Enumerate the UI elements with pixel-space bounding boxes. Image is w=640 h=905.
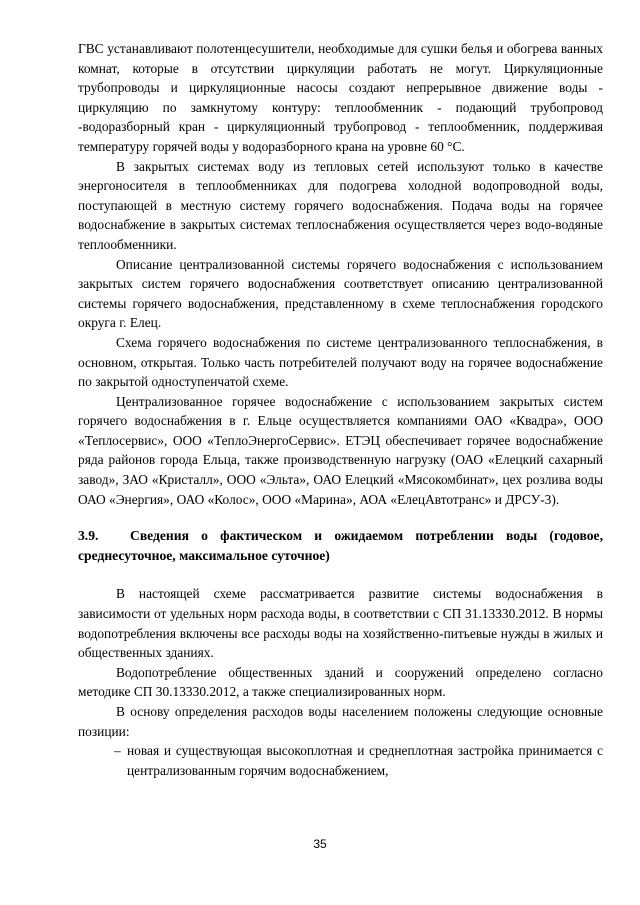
list-item (78, 741, 603, 780)
body-text-bottom (78, 584, 603, 741)
paragraph: Централизованное горячее водоснабжение с использованием закрытых систем горячего водоснабжения в г. Ельце осуществляется компаниями ОАО «Квадра», ООО «Теплосервис», ООО «ТеплоЭнергоСервис». ЕТЭЦ обеспечивает горячее водоснабжение ряда районов города Ельца, также производственную нагрузку (ОАО «Елецкий сахарный завод», ЗАО «Кристалл», ООО «Эльта», ОАО Елецкий «Мясокомбинат», цех розлива воды ОАО «Энергия», ОАО «Колос», ООО «Марина», АОА «ЕлецАвтотранс» и ДРСУ-3). (78, 393, 603, 507)
paragraph: Описание централизованной системы горячего водоснабжения с использованием закрытых систем горячего водоснабжения соответствует описанию централизованной системы горячего водоснабжения, представленному в схеме теплоснабжения городского округа г. Елец. (78, 256, 603, 331)
paragraph: В закрытых системах воду из тепловых сетей используют только в качестве энергоносителя в теплообменниках для подогрева холодной водопроводной воды, поступающей в местную систему горячего водоснабжения. Подача воды на горячее водоснабжение в закрытых системах теплоснабжения осуществляется через водо-водяные теплообменники. (78, 158, 603, 252)
document-page (78, 39, 603, 780)
list-item-text: новая и существующая высокоплотная и среднеплотная застройка принимается с централизованным горячим водоснабжением, (127, 743, 603, 778)
section-number: 3.9. (78, 528, 99, 544)
paragraph: В основу определения расходов воды населением положены следующие основные позиции: (78, 704, 603, 739)
section-title: Сведения о фактическом и ожидаемом потреблении воды (годовое, среднесуточное, максимальное суточное) (78, 528, 603, 563)
list-marker: – (114, 743, 121, 759)
paragraph: Водопотребление общественных зданий и сооружений определено согласно методике СП 30.13330.2012, а также специализированных норм. (78, 664, 603, 700)
bullet-list (78, 741, 603, 780)
paragraph: ГВС устанавливают полотенцесушители, необходимые для сушки белья и обогрева ванных комнат, которые в отсутствии циркуляции работать не могут. Циркуляционные трубопроводы и циркуляционные насосы создают непрерывное движение воды - циркуляцию по замкнутому контуру: теплообменник - подающий трубопровод -водоразборный кран - циркуляционный трубопровод - теплообменник, поддерживая температуру горячей воды у водоразборного крана на уровне 60 °С. (78, 41, 603, 154)
body-text-top (78, 39, 603, 509)
section-heading (78, 526, 603, 565)
page-number: 35 (313, 837, 327, 851)
paragraph: В настоящей схеме рассматривается развитие системы водоснабжения в зависимости от удельных норм расхода воды, в соответствии с СП 31.13330.2012. В нормы водопотребления включены все расходы воды на хозяйственно-питьевые нужды в жилых и общественных зданиях. (78, 586, 603, 661)
paragraph: Схема горячего водоснабжения по системе централизованного теплоснабжения, в основном, открытая. Только часть потребителей получают воду на горячее водоснабжение по закрытой одноступенчатой схеме. (78, 334, 603, 390)
